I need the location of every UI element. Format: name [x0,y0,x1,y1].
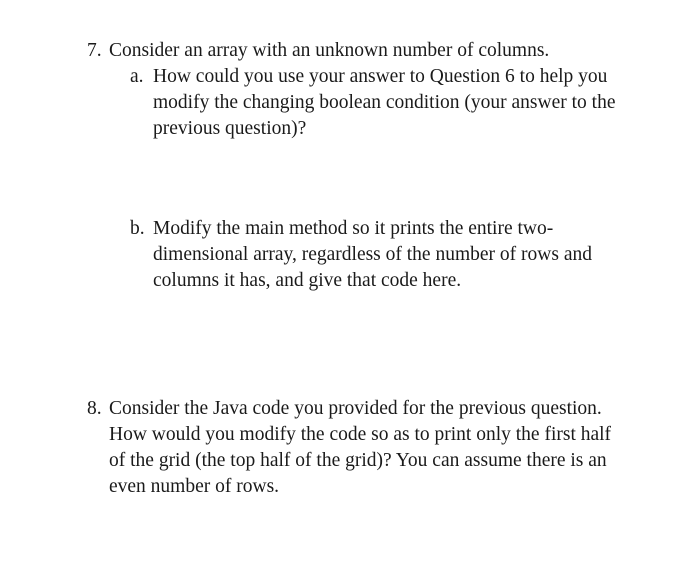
part-a-text-line-2: modify the changing boolean condition (your answer to the [153,92,616,113]
part-b-line-1 [130,216,690,242]
question-7-text: Consider an array with an unknown number of columns. [109,40,550,61]
question-8 [87,396,687,500]
question-8-text-line-4: even number of rows. [109,476,280,497]
question-8-number: 8. [87,398,102,419]
question-8-line-1 [87,396,687,422]
question-7-part-a [130,64,690,142]
question-7 [87,38,687,64]
part-b-label: b. [130,218,145,239]
question-8-text-line-1: Consider the Java code you provided for the previous question. [109,398,602,419]
question-8-text-line-3: of the grid (the top half of the grid)? You can assume there is an [109,450,607,471]
part-a-text-line-1: How could you use your answer to Question 6 to help you [153,66,608,87]
part-a-label: a. [130,66,144,87]
question-7-number: 7. [87,40,102,61]
question-7-part-b [130,216,690,294]
part-b-text-line-3: columns it has, and give that code here. [153,270,462,291]
question-8-text-line-2: How would you modify the code so as to print only the first half [109,424,612,445]
question-7-line-1 [87,38,687,64]
part-b-text-line-2: dimensional array, regardless of the number of rows and [153,244,592,265]
part-a-text-line-3: previous question)? [153,118,307,139]
part-a-line-1 [130,64,690,90]
part-b-text-line-1: Modify the main method so it prints the entire two- [153,218,554,239]
